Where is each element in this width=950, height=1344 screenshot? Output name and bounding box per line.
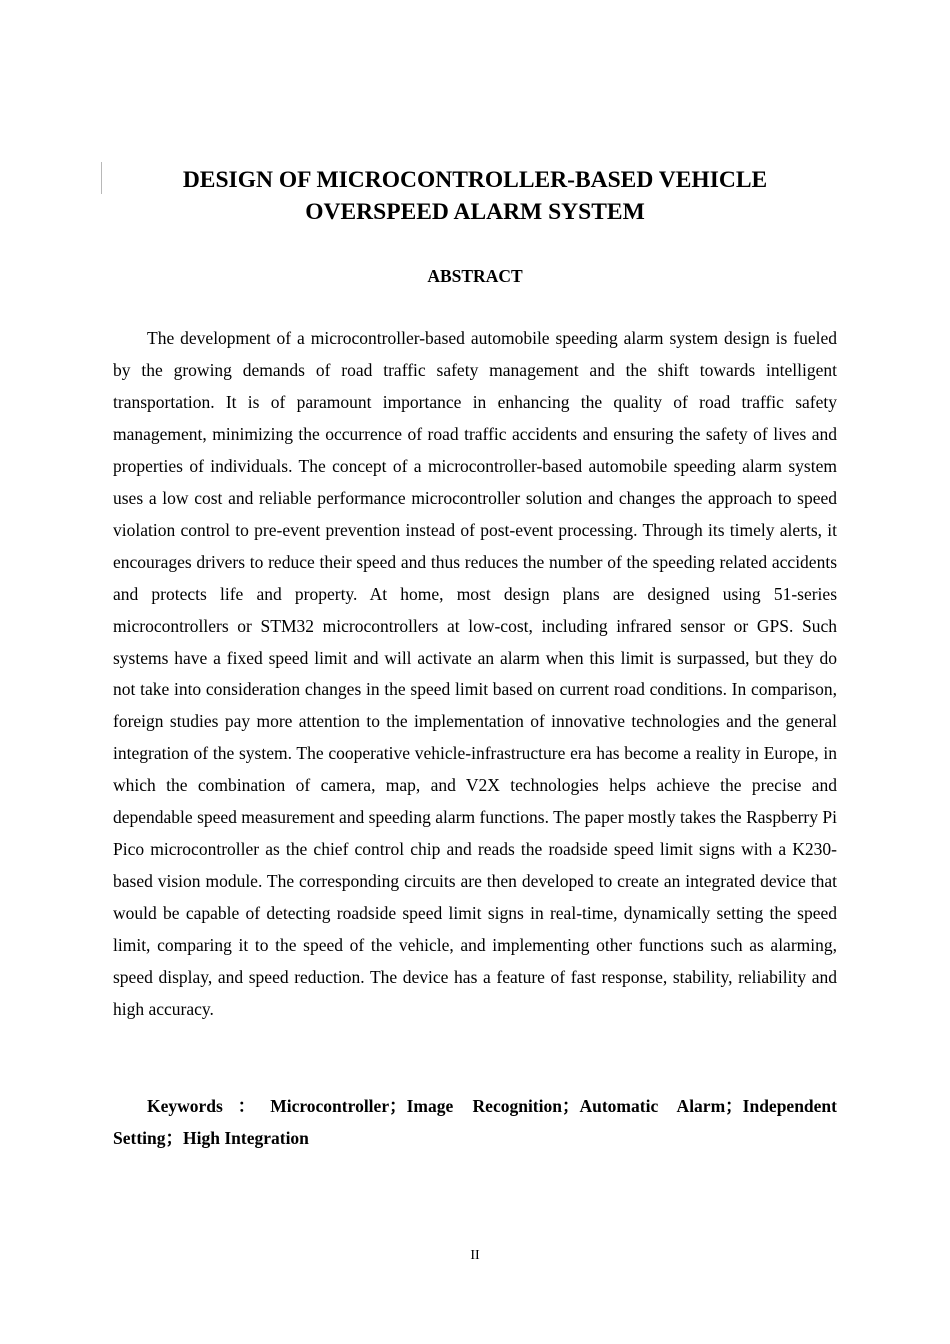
document-title xyxy=(113,164,837,228)
page-number: II xyxy=(470,1248,480,1263)
title-line-2: OVERSPEED ALARM SYSTEM xyxy=(305,199,645,225)
margin-change-bar xyxy=(101,162,102,194)
title-line-1: DESIGN OF MICROCONTROLLER-BASED VEHICLE xyxy=(182,167,768,193)
abstract-paragraph: The development of a microcontroller-based automobile speeding alarm system design is fueled by the growing demands of road traffic safety management and the shift towards intelligent transportation. It is of paramount importance in enhancing the quality of road traffic safety management, minimizing the occurrence of road traffic accidents and ensuring the safety of lives and properties of individuals. The concept of a microcontroller-based automobile speeding alarm system uses a low cost and reliable performance microcontroller solution and changes the approach to speed violation control to pre-event prevention instead of post-event processing. Through its timely alerts, it encourages drivers to reduce their speed and thus reduces the number of the speeding related accidents and protects life and property. At home, most design plans are designed using 51-series microcontrollers or STM32 microcontrollers at low-cost, including infrared sensor or GPS. Such systems have a fixed speed limit and will activate an alarm when this limit is surpassed, but they do not take into consideration changes in the speed limit based on current road conditions. In comparison, foreign studies pay more attention to the implementation of innovative technologies and the general integration of the system. The cooperative vehicle-infrastructure era has become a reality in Europe, in which the combination of camera, map, and V2X technologies helps achieve the precise and dependable speed measurement and speeding alarm functions. The paper mostly takes the Raspberry Pi Pico microcontroller as the chief control chip and reads the roadside speed limit signs with a K230-based vision module. The corresponding circuits are then developed to create an integrated device that would be capable of detecting roadside speed limit signs in real-time, dynamically setting the speed limit, comparing it to the speed of the vehicle, and implementing other functions such as alarming, speed display, and speed reduction. The device has a feature of fast response, stability, reliability and high accuracy. xyxy=(113,328,837,1020)
keywords-line: Keywords：Microcontroller；Image Recognition；Automatic Alarm；Independent Setting；High Integration xyxy=(113,1096,837,1148)
abstract-heading: ABSTRACT xyxy=(427,266,523,286)
